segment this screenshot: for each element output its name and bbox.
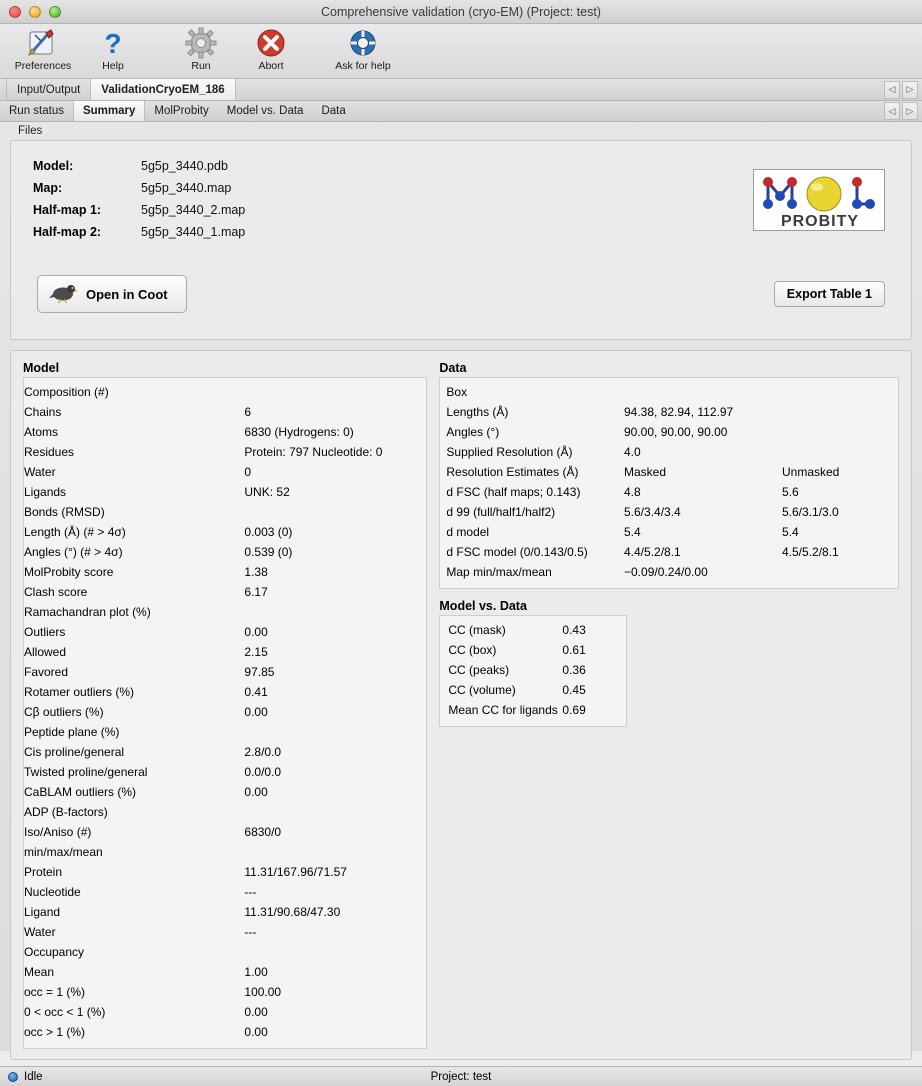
- model-stat-label: Protein: [24, 865, 63, 879]
- toolbar-button-ask-for-help[interactable]: [324, 26, 402, 72]
- model-stat-label: Residues: [24, 445, 75, 459]
- open-in-coot-label: Open in Coot: [86, 286, 168, 302]
- data-stat-unmasked-value: 5.6: [782, 485, 799, 499]
- sub-tab-scroll-controls: [884, 101, 922, 121]
- toolbar: [0, 24, 922, 79]
- model-stat-row: [24, 542, 426, 562]
- file-label-half-map-2: Half-map 2:: [33, 225, 102, 239]
- model-stat-value: 1.00: [244, 965, 268, 979]
- data-stat-label: Box: [446, 385, 468, 399]
- data-stat-unmasked-value: [782, 442, 892, 462]
- open-in-coot-button[interactable]: [37, 275, 187, 313]
- data-stat-row: [446, 482, 892, 502]
- file-value-half-map-1: 5g5p_3440_2.map: [141, 203, 246, 217]
- data-stat-label: Resolution Estimates (Å): [446, 465, 579, 479]
- data-stat-unmasked-value: 5.4: [782, 525, 799, 539]
- model-stat-value: 0.003 (0): [244, 525, 293, 539]
- model-stat-row: [24, 802, 426, 822]
- model-stat-value: 0.41: [244, 685, 268, 699]
- model-stat-value: [236, 942, 426, 962]
- model-stat-value: 0.00: [244, 1005, 268, 1019]
- model-vs-data-value: 0.36: [562, 663, 586, 677]
- model-stats-table: [24, 382, 426, 1042]
- model-stats-box: [23, 377, 427, 1049]
- model-stat-row: [24, 502, 426, 522]
- model-vs-data-label: Mean CC for ligands: [448, 703, 558, 717]
- model-stat-value: [236, 502, 426, 522]
- model-stat-row: [24, 822, 426, 842]
- data-stats-table: [446, 382, 892, 582]
- model-vs-data-row: [448, 640, 618, 660]
- model-stat-label: occ > 1 (%): [24, 1025, 86, 1039]
- model-stat-value: 1.38: [244, 565, 268, 579]
- model-stat-label: Cβ outliers (%): [24, 705, 104, 719]
- model-stat-label: Clash score: [24, 585, 88, 599]
- model-stat-label: ADP (B-factors): [24, 805, 108, 819]
- model-stat-value: 0.539 (0): [244, 545, 293, 559]
- model-stat-row: [24, 662, 426, 682]
- tab-input-output[interactable]: Input/Output: [6, 79, 91, 100]
- model-stat-value: Protein: 797 Nucleotide: 0: [244, 445, 383, 459]
- model-stat-value: 0.00: [244, 785, 268, 799]
- model-stat-row: [24, 762, 426, 782]
- model-stat-value: 0: [244, 465, 252, 479]
- model-stat-label: 0 < occ < 1 (%): [24, 1005, 106, 1019]
- data-section-title: Data: [439, 361, 467, 375]
- subtab-summary[interactable]: Summary: [73, 101, 145, 121]
- data-stat-row: [446, 442, 892, 462]
- data-stat-unmasked-value: [782, 382, 892, 402]
- model-stat-value: 6.17: [244, 585, 268, 599]
- content-area: [0, 140, 922, 1066]
- model-stat-label: Angles (°) (# > 4σ): [24, 545, 123, 559]
- model-stat-label: Composition (#): [24, 385, 109, 399]
- model-stat-value: 0.00: [244, 705, 268, 719]
- data-stat-masked-value: 4.4/5.2/8.1: [624, 545, 681, 559]
- data-section: [439, 361, 899, 589]
- model-vs-data-label: CC (mask): [448, 623, 506, 637]
- model-vs-data-label: CC (box): [448, 643, 497, 657]
- file-label-half-map-1: Half-map 1:: [33, 203, 102, 217]
- model-stat-row: [24, 402, 426, 422]
- data-stats-box: [439, 377, 899, 589]
- model-vs-data-label: CC (volume): [448, 683, 516, 697]
- data-stat-label: Angles (°): [446, 425, 500, 439]
- tab-scroll-left-icon[interactable]: ◁: [884, 81, 900, 99]
- model-stat-row: [24, 882, 426, 902]
- data-stat-row: [446, 382, 892, 402]
- model-stat-label: Chains: [24, 405, 62, 419]
- svg-text:?: ?: [104, 27, 122, 59]
- data-stat-unmasked-value: [782, 562, 892, 582]
- toolbar-label-ask-for-help: Ask for help: [335, 60, 391, 72]
- data-stat-row: [446, 562, 892, 582]
- model-stat-row: [24, 582, 426, 602]
- model-vs-data-row: [448, 660, 618, 680]
- files-section-heading: Files: [18, 125, 43, 137]
- data-stat-masked-value: 90.00, 90.00, 90.00: [624, 425, 728, 439]
- model-stat-row: [24, 522, 426, 542]
- svg-text:PROBITY: PROBITY: [780, 213, 860, 230]
- model-vs-data-box: [439, 615, 627, 727]
- files-panel: [10, 140, 912, 340]
- lifebuoy-icon: [347, 26, 379, 59]
- data-stat-row: [446, 542, 892, 562]
- model-stat-label: Ramachandran plot (%): [24, 605, 151, 619]
- model-stat-row: [24, 482, 426, 502]
- file-label-model: Model:: [33, 159, 74, 173]
- model-vs-data-section: [439, 599, 899, 727]
- model-stat-label: Cis proline/general: [24, 745, 125, 759]
- model-stat-row: [24, 642, 426, 662]
- preferences-icon: [27, 26, 59, 59]
- model-stat-label: Nucleotide: [24, 885, 81, 899]
- model-stat-value: [236, 602, 426, 622]
- model-stat-row: [24, 442, 426, 462]
- data-stat-row: [446, 422, 892, 442]
- toolbar-label-run: Run: [191, 60, 211, 72]
- model-stat-value: [236, 722, 426, 742]
- model-stat-label: Ligand: [24, 905, 61, 919]
- model-stat-label: Mean: [24, 965, 55, 979]
- model-vs-data-value: 0.45: [562, 683, 586, 697]
- model-stat-row: [24, 862, 426, 882]
- model-stat-value: ---: [244, 925, 257, 939]
- model-stat-row: [24, 462, 426, 482]
- export-table-1-button[interactable]: Export Table 1: [774, 281, 885, 307]
- data-column: [439, 361, 899, 1049]
- model-stat-row: [24, 602, 426, 622]
- model-stat-value: 11.31/90.68/47.30: [244, 905, 341, 919]
- data-stat-label: Lengths (Å): [446, 405, 509, 419]
- model-stat-row: [24, 382, 426, 402]
- question-mark-icon: [98, 26, 128, 59]
- file-label-map: Map:: [33, 181, 63, 195]
- model-stat-label: Ligands: [24, 485, 67, 499]
- data-stat-masked-value: [624, 382, 782, 402]
- model-stat-label: Outliers: [24, 625, 66, 639]
- stop-x-icon: [255, 26, 287, 59]
- model-stat-row: [24, 422, 426, 442]
- model-stat-row: [24, 682, 426, 702]
- data-stat-label: Supplied Resolution (Å): [446, 445, 573, 459]
- model-stat-row: [24, 982, 426, 1002]
- summary-panel: [10, 350, 912, 1060]
- data-stat-masked-value: 5.6/3.4/3.4: [624, 505, 681, 519]
- model-stat-row: [24, 942, 426, 962]
- data-stat-masked-value: 94.38, 82.94, 112.97: [624, 405, 734, 419]
- model-stat-label: Occupancy: [24, 945, 85, 959]
- data-stat-masked-value: 4.8: [624, 485, 641, 499]
- model-vs-data-label: CC (peaks): [448, 663, 510, 677]
- model-vs-data-row: [448, 620, 618, 640]
- model-stat-label: occ = 1 (%): [24, 985, 86, 999]
- toolbar-label-preferences: Preferences: [14, 60, 72, 72]
- model-stat-label: Water: [24, 465, 56, 479]
- model-stat-label: Favored: [24, 665, 69, 679]
- model-stat-row: [24, 702, 426, 722]
- model-stat-row: [24, 1002, 426, 1022]
- data-stat-unmasked-value: [782, 402, 892, 422]
- toolbar-button-help[interactable]: [78, 26, 148, 72]
- model-stat-value: 97.85: [244, 665, 275, 679]
- model-stat-label: CaBLAM outliers (%): [24, 785, 137, 799]
- data-stat-row: [446, 502, 892, 522]
- model-section-title: Model: [23, 361, 60, 375]
- model-stat-value: 0.0/0.0: [244, 765, 282, 779]
- subtab-molprobity[interactable]: MolProbity: [154, 105, 209, 117]
- toolbar-label-abort: Abort: [258, 60, 284, 72]
- model-stat-value: 6830/0: [244, 825, 282, 839]
- data-stat-row: [446, 402, 892, 422]
- toolbar-label-help: Help: [102, 60, 124, 72]
- model-vs-data-value: 0.61: [562, 643, 586, 657]
- model-stat-label: Rotamer outliers (%): [24, 685, 135, 699]
- model-stat-row: [24, 922, 426, 942]
- model-stat-value: 2.15: [244, 645, 268, 659]
- data-stat-unmasked-value: 5.6/3.1/3.0: [782, 505, 839, 519]
- data-stat-label: d FSC model (0/0.143/0.5): [446, 545, 588, 559]
- subtab-run-status[interactable]: Run status: [9, 105, 64, 117]
- model-vs-data-row: [448, 680, 618, 700]
- window-title: Comprehensive validation (cryo-EM) (Project: test): [321, 4, 601, 19]
- model-stat-value: 0.00: [244, 625, 268, 639]
- coot-bird-icon: [48, 282, 78, 307]
- main-tab-scroll-controls: [884, 79, 922, 100]
- data-stat-label: d 99 (full/half1/half2): [446, 505, 556, 519]
- main-tab-bar: [0, 79, 922, 101]
- model-stat-value: 6: [244, 405, 252, 419]
- title-bar: [0, 0, 922, 24]
- subtab-scroll-right-icon[interactable]: ▷: [902, 102, 918, 120]
- model-stat-value: 0.00: [244, 1025, 268, 1039]
- model-stat-value: 100.00: [244, 985, 282, 999]
- gear-icon: [185, 26, 217, 59]
- model-stat-label: min/max/mean: [24, 845, 103, 859]
- file-value-model: 5g5p_3440.pdb: [141, 159, 228, 173]
- model-stat-value: ---: [244, 885, 257, 899]
- model-vs-data-row: [448, 700, 618, 720]
- sub-tab-bar: [0, 101, 922, 122]
- data-stat-label: d FSC (half maps; 0.143): [446, 485, 581, 499]
- model-stat-row: [24, 962, 426, 982]
- data-stat-masked-value: Masked: [624, 465, 667, 479]
- model-stat-label: MolProbity score: [24, 565, 114, 579]
- model-stat-value: 11.31/167.96/71.57: [244, 865, 347, 879]
- data-stat-label: d model: [446, 525, 490, 539]
- model-stat-value: UNK: 52: [244, 485, 290, 499]
- file-value-map: 5g5p_3440.map: [141, 181, 232, 195]
- model-stat-row: [24, 842, 426, 862]
- model-stat-row: [24, 722, 426, 742]
- status-text: Idle: [24, 1070, 43, 1083]
- model-vs-data-value: 0.43: [562, 623, 586, 637]
- subtab-model-vs-data[interactable]: Model vs. Data: [226, 105, 304, 117]
- toolbar-button-abort[interactable]: [236, 26, 306, 72]
- model-stat-label: Peptide plane (%): [24, 725, 120, 739]
- data-stat-masked-value: 4.0: [624, 445, 641, 459]
- file-value-half-map-2: 5g5p_3440_1.map: [141, 225, 246, 239]
- model-stat-row: [24, 742, 426, 762]
- model-stat-row: [24, 562, 426, 582]
- model-stat-row: [24, 622, 426, 642]
- model-stat-label: Length (Å) (# > 4σ): [24, 525, 126, 539]
- model-stat-label: Atoms: [24, 425, 59, 439]
- model-stat-row: [24, 1022, 426, 1042]
- model-section: [23, 361, 427, 1049]
- toolbar-button-preferences[interactable]: [8, 26, 78, 72]
- model-stat-row: [24, 782, 426, 802]
- data-stat-row: [446, 462, 892, 482]
- model-stat-value: 2.8/0.0: [244, 745, 282, 759]
- model-stat-value: [236, 842, 426, 862]
- model-stat-label: Allowed: [24, 645, 67, 659]
- data-stat-unmasked-value: 4.5/5.2/8.1: [782, 545, 839, 559]
- data-stat-masked-value: −0.09/0.24/0.00: [624, 565, 708, 579]
- data-stat-masked-value: 5.4: [624, 525, 641, 539]
- model-vs-data-section-title: Model vs. Data: [439, 599, 527, 613]
- subtab-scroll-left-icon[interactable]: ◁: [884, 102, 900, 120]
- data-stat-unmasked-value: Unmasked: [782, 465, 840, 479]
- tab-scroll-right-icon[interactable]: ▷: [902, 81, 918, 99]
- model-stat-value: [236, 382, 426, 402]
- model-stat-label: Iso/Aniso (#): [24, 825, 92, 839]
- model-stat-value: [236, 802, 426, 822]
- toolbar-button-run[interactable]: [166, 26, 236, 72]
- model-stat-label: Bonds (RMSD): [24, 505, 105, 519]
- data-stat-row: [446, 522, 892, 542]
- status-bar: [0, 1066, 922, 1086]
- model-stat-value: 6830 (Hydrogens: 0): [244, 425, 354, 439]
- model-vs-data-table: [448, 620, 618, 720]
- model-column: [23, 361, 427, 1049]
- subtab-data[interactable]: Data: [321, 105, 346, 117]
- model-stat-row: [24, 902, 426, 922]
- status-project: Project: test: [430, 1070, 492, 1083]
- data-stat-label: Map min/max/mean: [446, 565, 552, 579]
- model-stat-label: Water: [24, 925, 56, 939]
- model-stat-label: Twisted proline/general: [24, 765, 148, 779]
- model-vs-data-value: 0.69: [562, 703, 586, 717]
- tab-validationcryoem[interactable]: ValidationCryoEM_186: [91, 79, 235, 100]
- molprobity-logo: [753, 169, 885, 231]
- data-stat-unmasked-value: [782, 422, 892, 442]
